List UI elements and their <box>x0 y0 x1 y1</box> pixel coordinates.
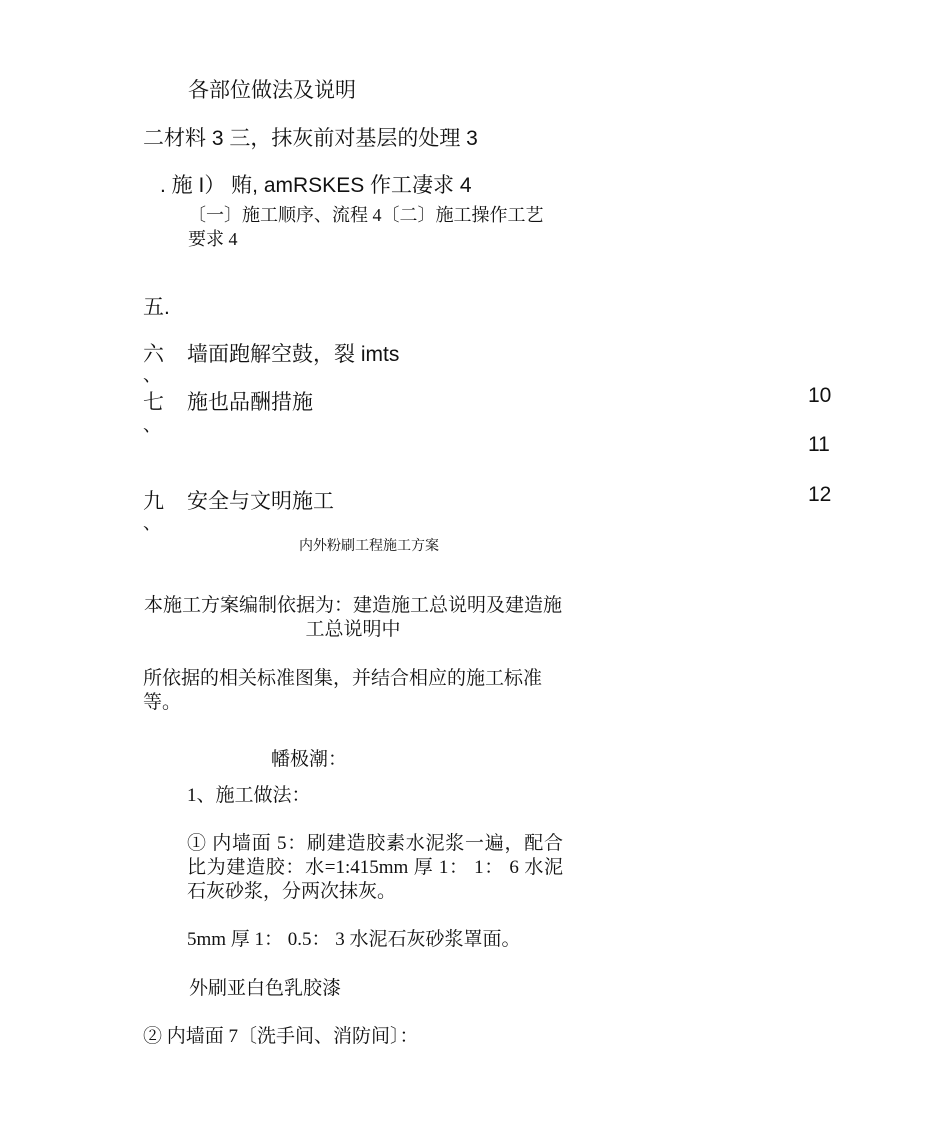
toc-line-2: 二材料 3 三，抹灰前对基层的处理 3 <box>143 127 478 150</box>
toc-item-6-text: 墙面跑解空鼓，裂 imts <box>187 343 400 366</box>
toc-item-7-number: 七 <box>143 391 164 414</box>
paragraph-inner-wall-7: ② 内墙面 7〔洗手间、消防间〕： <box>143 1026 419 1047</box>
toc-item-9-text: 安全与文明施工 <box>187 490 334 513</box>
toc-item-8-page: 11 <box>808 433 830 456</box>
paragraph-finish-coat: 5mm 厚 1： 0.5： 3 水泥石灰砂浆罩面。 <box>187 929 521 950</box>
subsection-heading: 1、施工做法： <box>187 785 311 806</box>
basis-paragraph-1: 本施工方案编制依据为：建造施工总说明及建造施工总说明中 <box>143 595 562 640</box>
toc-line-1: 各部位做法及说明 <box>188 79 356 102</box>
toc-item-7-mark: 、 <box>143 415 161 435</box>
toc-line-3: . 施 I） 贿, amRSKES 作工凄求 4 <box>160 174 472 197</box>
toc-item-9-page: 12 <box>808 483 832 506</box>
toc-line-5: 五. <box>143 296 170 319</box>
toc-item-7-text: 施也品酬措施 <box>187 391 313 414</box>
basis-paragraph-2: 所依据的相关标准图集，并结合相应的施工标准等。 <box>143 668 543 713</box>
toc-item-6-number: 六 <box>143 343 164 366</box>
toc-item-7-page: 10 <box>808 384 832 407</box>
paragraph-latex-paint: 外刷亚白色乳胶漆 <box>189 978 342 999</box>
section-heading: 幡极潮： <box>271 749 348 770</box>
toc-item-6-mark: 、 <box>143 365 161 385</box>
toc-item-9-mark: 、 <box>143 513 161 533</box>
document-title: 内外粉刷工程施工方案 <box>299 537 439 553</box>
toc-line-4: 〔一〕施工顺序、流程 4〔二〕施工操作工艺要求 4 <box>188 205 544 249</box>
paragraph-inner-wall-5: ① 内墙面 5：刷建造胶素水泥浆一遍，配合比为建造胶：水=1:415mm 厚 1： 1： 6 水泥石灰砂浆，分两次抹灰。 <box>187 833 563 902</box>
toc-item-9-number: 九 <box>143 490 164 513</box>
